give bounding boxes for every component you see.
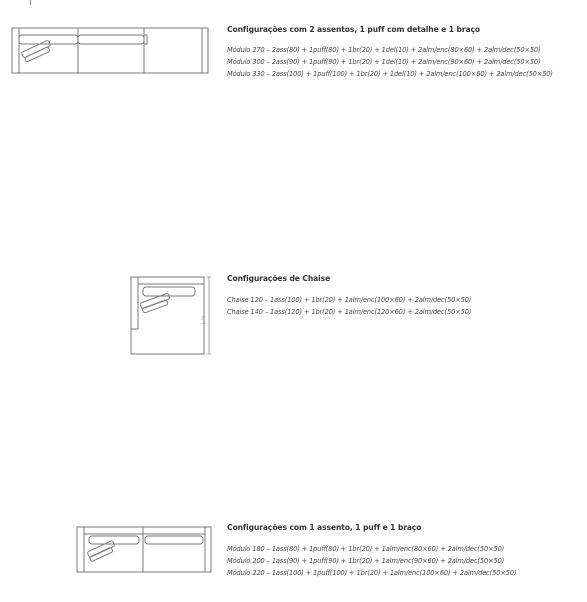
dimension-label: 1,40 <box>201 315 206 325</box>
config-line: Módulo 200 – 1ass(90) + 1puff(90) + 1br(20) + 1alm/enc(90×60) + 2alm/dec(50×50) <box>227 557 505 565</box>
config-line: Chaise 140 – 1ass(120) + 1br(20) + 1alm/enc(120×60) + 2alm/dec(50×50) <box>227 308 472 316</box>
section-title: Configurações com 2 assentos, 1 puff com detalhe e 1 braço <box>227 25 481 34</box>
chaise-diagram <box>128 274 218 358</box>
config-list <box>227 294 471 318</box>
section-title: Configurações com 1 assento, 1 puff e 1 braço <box>227 523 422 532</box>
config-line: Módulo 300 – 2ass(90) + 1puff(90) + 1br(20) + 1del(10) + 2alm/enc(90×60) + 2alm/dec(50×50) <box>227 58 541 66</box>
config-line: Chaise 120 – 1ass(100) + 1br(20) + 1alm/enc(100×60) + 2alm/dec(50×50) <box>227 296 472 304</box>
sofa-diagram-2-seats <box>10 25 210 77</box>
config-line: Módulo 270 – 2ass(80) + 1puff(80) + 1br(20) + 1del(10) + 2alm/enc(80×60) + 2alm/dec(50×50) <box>227 46 541 54</box>
config-line: Módulo 180 – 1ass(80) + 1puff(80) + 1br(20) + 1alm/enc(80×60) + 2alm/dec(50×50) <box>227 545 505 553</box>
cushion-pillow-icon <box>21 40 51 62</box>
config-list <box>227 44 553 80</box>
config-line: Módulo 220 – 1ass(100) + 1puff(100) + 1br(20) + 1alm/enc(100×60) + 2alm/dec(50×50) <box>227 569 517 577</box>
section-title: Configurações de Chaise <box>227 274 331 283</box>
config-list <box>227 543 516 579</box>
config-line: Módulo 330 – 2ass(100) + 1puff(100) + 1br(20) + 1del(10) + 2alm/enc(100×60) + 2alm/dec(50×50) <box>227 70 553 78</box>
sofa-diagram-1-seat <box>75 524 215 576</box>
corner-mark <box>30 0 31 5</box>
